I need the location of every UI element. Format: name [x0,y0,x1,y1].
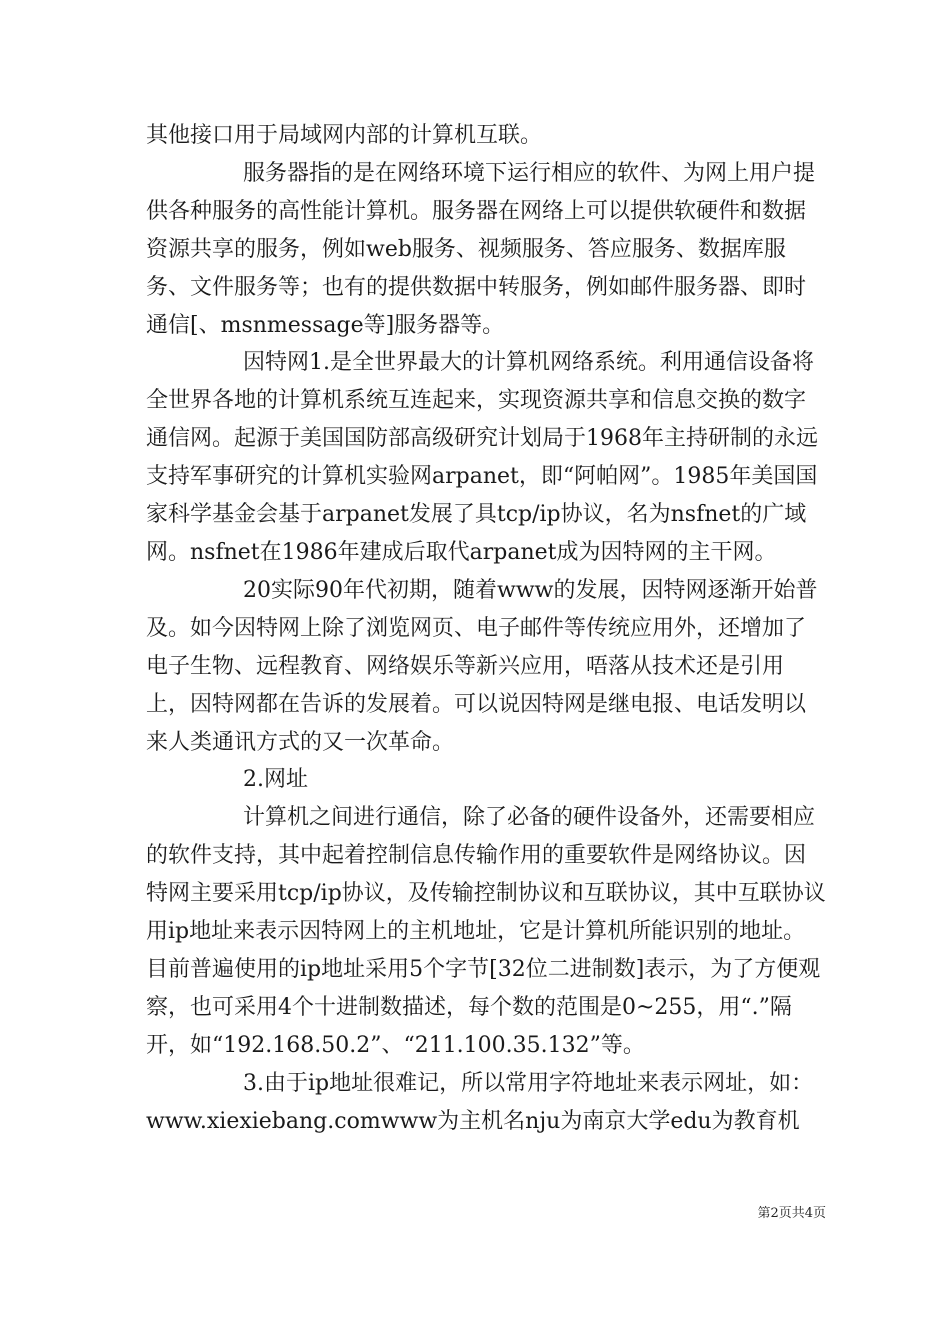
paragraph-internet: 因特网1.是全世界最大的计算机网络系统。利用通信设备将全世界各地的计算机系统互连起来，实现资源共享和信息交换的数字通信网。起源于美国国防部高级研究计划局于1968年主持研制的永远支持军事研究的计算机实验网arpanet，即“阿帕网”。1985年美国国家科学基金会基于arpanet发展了具tcp/ip协议，名为nsfnet的广域网。nsfnet在1986年建成后取代arpanet成为因特网的主干网。 [146,350,818,565]
paragraph-history: 20实际90年代初期，随着www的发展，因特网逐渐开始普及。如今因特网上除了浏览网页、电子邮件等传统应用外，还增加了电子生物、远程教育、网络娱乐等新兴应用，唔落从技术还是引用上，因特网都在告诉的发展着。可以说因特网是继电报、电话发明以来人类通讯方式的又一次革命。 [146,577,818,755]
paragraph-ip-address: 计算机之间进行通信，除了必备的硬件设备外，还需要相应的软件支持，其中起着控制信息传输作用的重要软件是网络协议。因特网主要采用tcp/ip协议，及传输控制协议和互联协议，其中互联协议用ip地址来表示因特网上的主机地址，它是计算机所能识别的地址。目前普遍使用的ip地址采用5个字节[32位二进制数]表示，为了方便观察，也可采用4个十进制数描述，每个数的范围是0~255，用“.”隔开，如“192.168.50.2”、“211.100.35.132”等。 [146,805,826,1058]
paragraph-domain-name: 3.由于ip地址很难记，所以常用字符地址来表示网址，如：www.xiexiebang.comwww为主机名nju为南京大学edu为教育机 [146,1070,814,1134]
paragraph-continuation: 其他接口用于局域网内部的计算机互联。 [146,123,543,148]
document-body [146,117,826,1140]
section-heading-url: 2.网址 [243,767,308,793]
page-number-footer: 第2页共4页 [757,1206,826,1221]
paragraph-server: 服务器指的是在网络环境下运行相应的软件、为网上用户提供各种服务的高性能计算机。服务器在网络上可以提供软硬件和数据资源共享的服务，例如web服务、视频服务、答应服务、数据库服务、文件服务等；也有的提供数据中转服务，例如邮件服务器、即时通信[、msnmessage等]服务器等。 [146,160,816,338]
